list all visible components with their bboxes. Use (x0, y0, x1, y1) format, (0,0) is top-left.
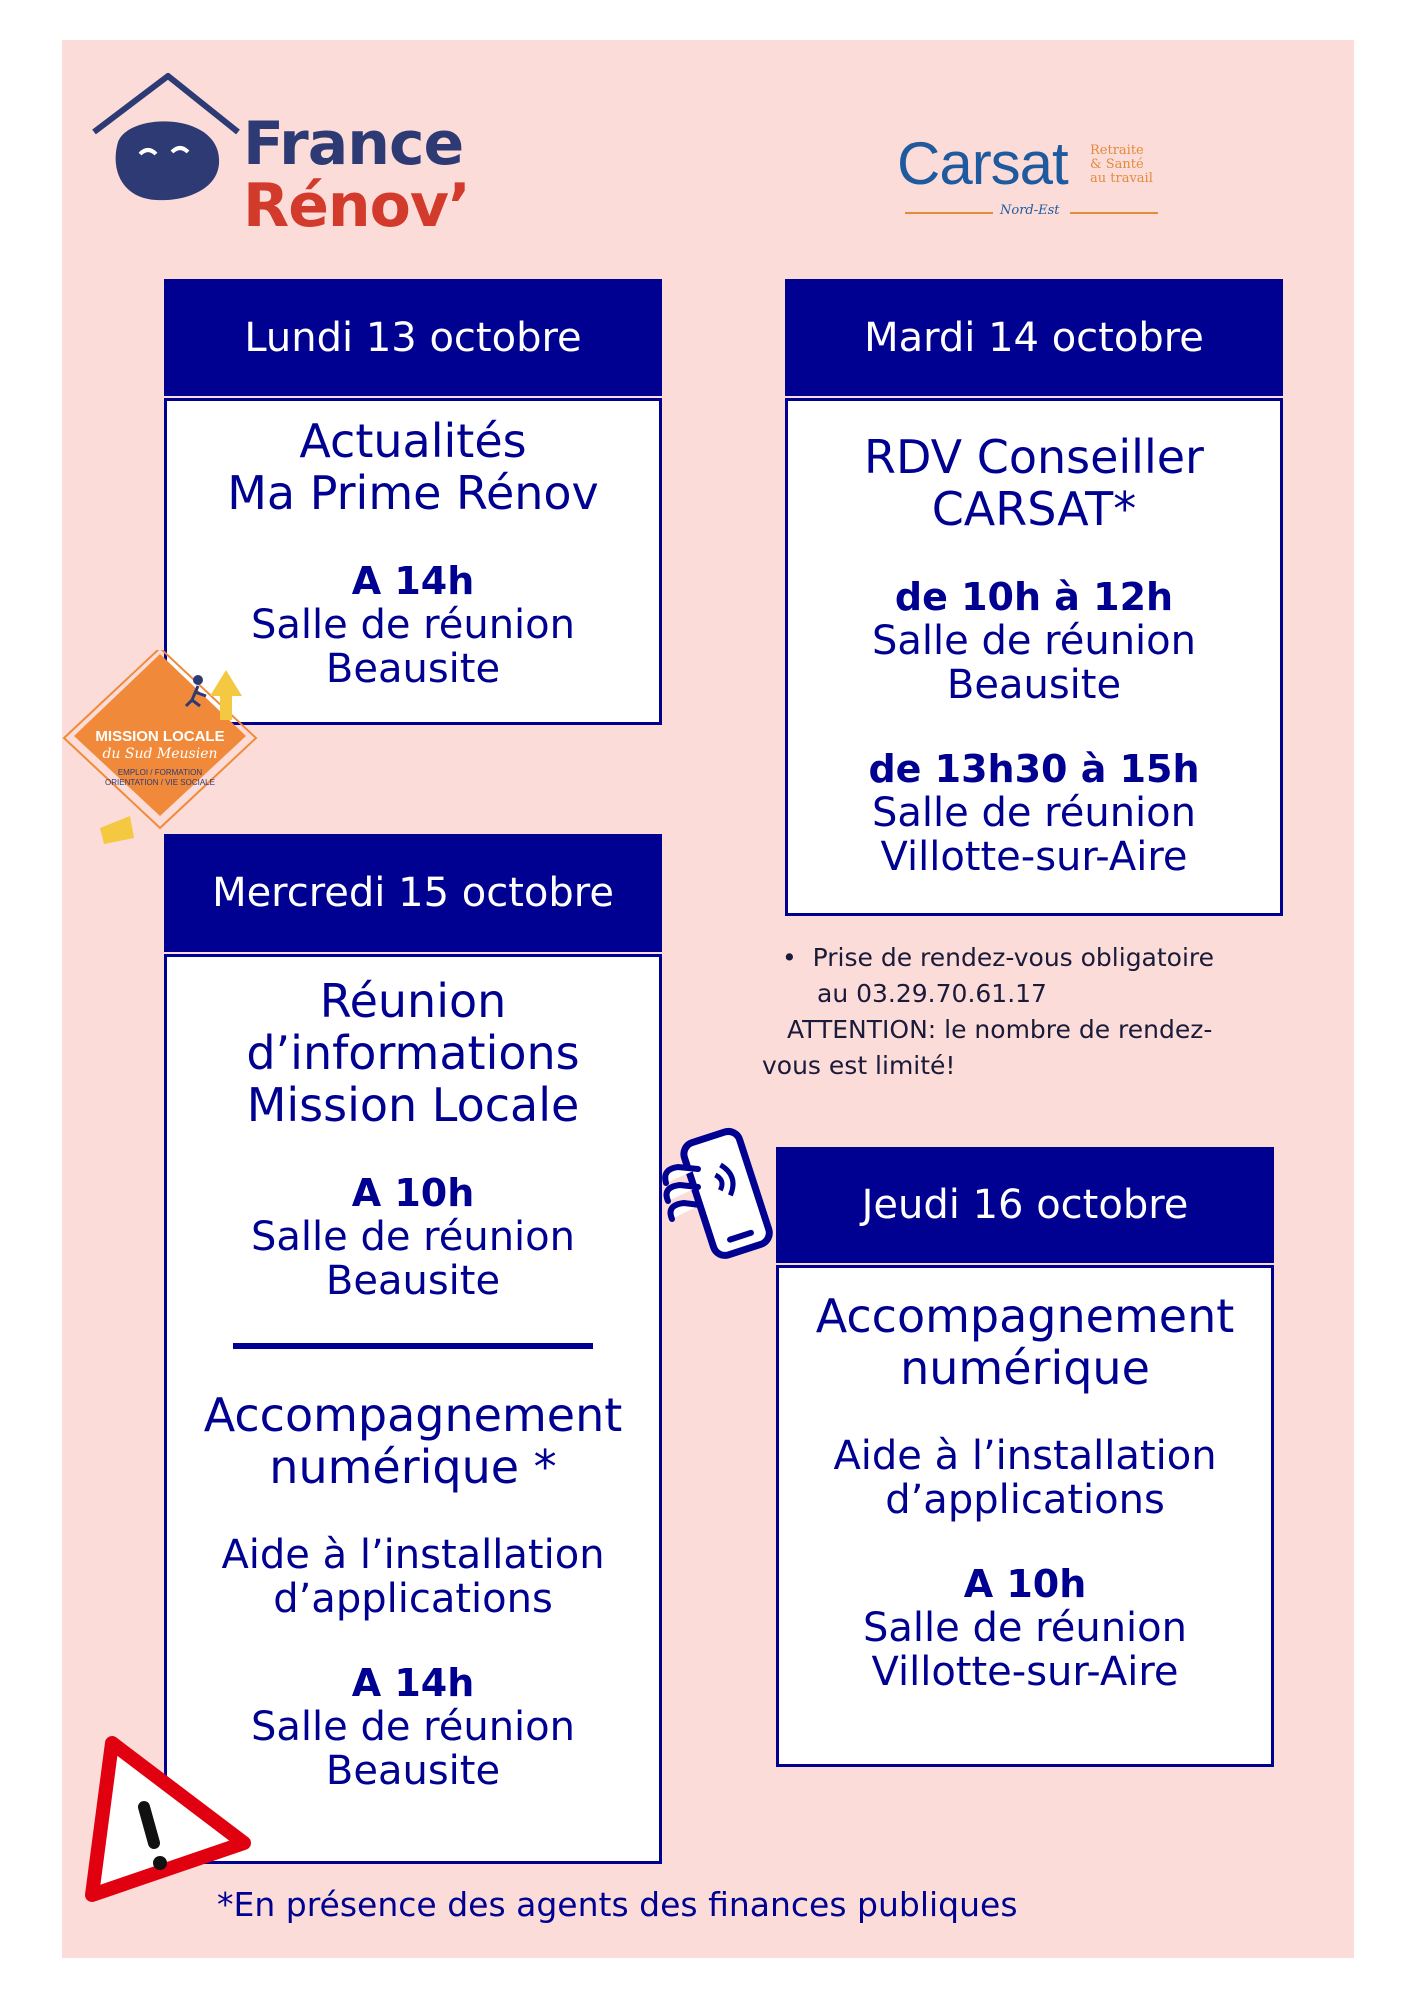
event-title: Actualités (299, 414, 527, 468)
carsat-rule-left (905, 212, 993, 214)
event-place: Villotte-sur-Aire (871, 1649, 1179, 1695)
day-header-monday: Lundi 13 octobre (164, 279, 662, 396)
phone-number: au 03.29.70.61.17 (817, 979, 1047, 1008)
event-time: A 14h (351, 1661, 475, 1705)
footer-note: *En présence des agents des finances publiques (217, 1885, 1018, 1924)
event-divider (233, 1343, 593, 1349)
day-header-tuesday: Mardi 14 octobre (785, 279, 1283, 396)
bullet-icon: • (782, 943, 813, 972)
event-title: CARSAT* (931, 482, 1137, 536)
event-title: numérique (900, 1341, 1150, 1395)
event-time: A 10h (963, 1562, 1087, 1606)
mission-locale-line4: ORIENTATION / VIE SOCIALE (105, 778, 215, 787)
event-box-tuesday (785, 398, 1283, 916)
day-header-wednesday: Mercredi 15 octobre (164, 834, 662, 952)
event-place: Beausite (325, 646, 501, 692)
carsat-region: Nord-Est (1000, 203, 1060, 218)
event-title: RDV Conseiller (864, 430, 1204, 484)
event-title: Accompagnement (203, 1388, 623, 1442)
appointment-note (762, 940, 1322, 1084)
mission-locale-line2: du Sud Meusien (102, 746, 218, 762)
carsat-logo-word: Carsat (897, 130, 1068, 197)
event-description: d’applications (273, 1576, 553, 1622)
event-place: Salle de réunion (251, 602, 575, 648)
france-renov-word2: Rénov’ (243, 171, 470, 241)
attention-line: ATTENTION: le nombre de rendez- (787, 1015, 1213, 1044)
event-box-thursday (776, 1265, 1274, 1767)
event-description: d’applications (885, 1477, 1165, 1523)
event-place: Salle de réunion (863, 1605, 1187, 1651)
day-header-thursday: Jeudi 16 octobre (776, 1147, 1274, 1263)
event-title: Réunion (319, 974, 507, 1028)
event-place: Salle de réunion (872, 790, 1196, 836)
attention-line: vous est limité! (762, 1051, 956, 1080)
mission-locale-logo (60, 650, 260, 850)
mission-locale-line3: EMPLOI / FORMATION (117, 768, 203, 777)
smartphone-icon (660, 1115, 790, 1275)
event-time: de 13h30 à 15h (868, 747, 1200, 791)
event-title: Accompagnement (815, 1289, 1235, 1343)
warning-icon (82, 1735, 252, 1905)
mission-locale-line1: MISSION LOCALE (95, 728, 225, 745)
event-place: Salle de réunion (872, 618, 1196, 664)
france-renov-word1: France (243, 109, 464, 179)
event-description: Aide à l’installation (833, 1433, 1217, 1479)
event-place: Beausite (946, 662, 1122, 708)
carsat-tagline: Retraite & Santé au travail (1090, 143, 1153, 186)
event-place: Beausite (325, 1258, 501, 1304)
event-title: d’informations (246, 1026, 580, 1080)
event-place: Salle de réunion (251, 1214, 575, 1260)
event-box-wednesday (164, 954, 662, 1864)
note-line: Prise de rendez-vous obligatoire (812, 943, 1215, 972)
event-title: Mission Locale (246, 1078, 580, 1132)
event-place: Salle de réunion (251, 1704, 575, 1750)
carsat-rule-right (1070, 212, 1158, 214)
event-time: A 10h (351, 1171, 475, 1215)
event-time: A 14h (351, 559, 475, 603)
france-renov-logo-icon (88, 72, 248, 212)
event-description: Aide à l’installation (221, 1532, 605, 1578)
event-time: de 10h à 12h (894, 575, 1174, 619)
event-title: Ma Prime Rénov (227, 466, 599, 520)
event-place: Villotte-sur-Aire (880, 834, 1188, 880)
event-title: numérique * (269, 1440, 557, 1494)
event-place: Beausite (325, 1748, 501, 1794)
